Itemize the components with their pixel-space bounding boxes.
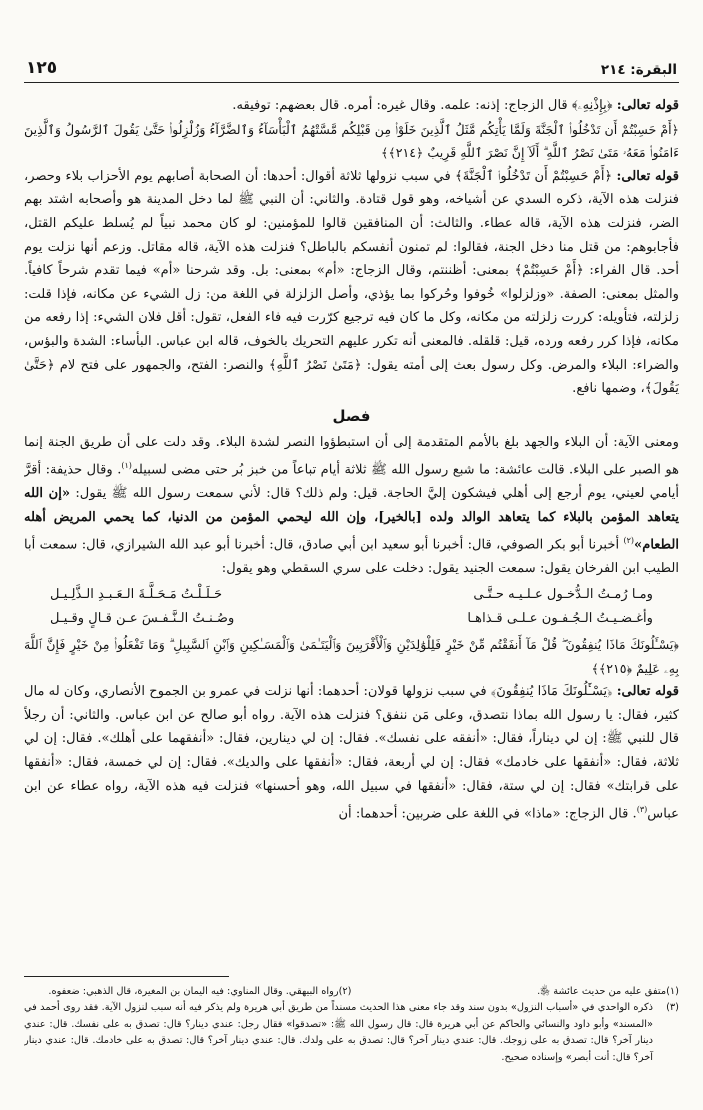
paragraph-label: قوله تعالى: [616,168,679,184]
paragraph-text: . قال الزجاج: «ماذا» في اللغة على ضربين: أحدهما: أن [338,806,637,822]
footnote-ref-1: (١) [121,461,132,471]
footnote-number: (٣) [666,1002,679,1014]
footnote-2 [24,984,352,1000]
page-number: ١٢٥ [26,58,58,78]
header-rule [24,82,679,83]
paragraph-meaning [24,431,679,581]
footnote-3 [24,1000,679,1066]
poem-hemistich: وأغـضـيـتُ الـجُـفـون عـلـى قـذاهـا [467,611,653,626]
quran-verse-214: ﴿أَمْ حَسِبْتُمْ أَن تَدْخُلُوا۟ ٱلْجَنَّةَ وَلَمَّا يَأْتِكُم مَّثَلُ ٱلَّذِينَ خَلَوْا۟ مِن قَبْلِكُم مَّسَّتْهُمُ ٱلْبَأْسَآءُ وَٱلضَّرَّآءُ وَزُلْزِلُوا۟ حَتَّىٰ يَقُولَ ٱلرَّسُولُ وَٱلَّذِينَ ءَامَنُوا۟ مَعَهُۥ مَتَىٰ نَصْرُ ٱللَّهِ ۗ أَلَآ إِنَّ نَصْرَ ٱللَّهِ قَرِيبٌ ﴿٢١٤﴾﴾ [24,121,679,161]
poem [24,583,679,631]
footnote-text: رواه البيهقي. وقال المناوي: فيه اليمان بن المغيرة، قال الذهبي: ضعفوه. [48,986,339,997]
paragraph-label: قوله تعالى: [616,684,679,700]
paragraph-text: . وقال حذيفة: أقرَّ أيامي لعيني، يوم أرجع إلى أهلي فيشكون إليَّ الحاجة. قيل: ولم ذلك؟ قال: لأني سمعت رسول الله ﷺ يقول: [24,462,679,502]
footnote-rule [24,976,229,977]
footnote-row [24,984,679,1000]
paragraph-label: قوله تعالى: [616,98,679,113]
paragraph-text: ﴿بِإِذْنِهِۦ﴾ قال الزجاج: إذنه: علمه. وقال غيره: أمره. قال بعضهم: توفيقه. [232,98,617,113]
poem-hemistich: حَـلَـلْـتُ مَـحَـلَّـةَ الـعَـبـدِ الـذَّلِـيـل [50,587,223,602]
section-heading-fasl: فصل [332,406,371,425]
paragraph-bi-idhnihi [24,94,679,118]
footnote-1 [352,984,680,1000]
running-header [24,58,679,84]
footnote-number: (١) [666,986,679,997]
page [24,44,679,1084]
poem-line [24,583,679,607]
footnote-ref-2: (٢) [623,536,635,546]
paragraph-verse-215-commentary [24,680,679,826]
poem-line [24,607,679,631]
paragraph-verse-214-commentary [24,165,679,401]
footnote-text: متفق عليه من حديث عائشة ﵂. [537,986,667,997]
footnote-ref-3: (٣) [636,805,648,815]
poem-hemistich: ومـا رُمـتُ الـدُّخـول عـلـيـه حـتَّـى [473,587,653,602]
surah-reference: البقرة: ٢١٤ [600,62,677,78]
footnote-text: ذكره الواحدي في «أسباب النزول» بدون سند وقد جاء معنى هذا الحديث مسنداً من طريق أبي هريرة ولم يذكر فيه أنه سبب لنزول الآية. فقد روى أحمد في «المسند» وأبو داود والنسائي والحاكم عن أبي هريرة قال: قال رسول الله ﷺ: «تصدقوا» فقال رجل: عندي دينار؟ قال: تصدق به على نفسك. قال: عندي دينار آخر؟ قال: تصدق به على زوجك. قال: عندي دينار آخر؟ قال: تصدق به على ولدك. قال: عندي دينار آخر؟ قال: تصدق به على خادمك. قال: عندي دينار آخر؟ قال: أنت أبصر» وإسناده صحيح. [24,1002,653,1063]
hadith-quote: «إن الله يتعاهد المؤمن بالبلاء كما يتعاهد الوالد ولده [بالخير]، وإن الله ليحمي المؤمن من الدنيا، كما يحمي المريض أهله الطعام» [24,486,679,553]
main-text [24,94,679,1084]
paragraph-text: ومعنى الآية: أن البلاء والجهد بلغ بالأمم المتقدمة إلى أن استبطؤوا النصر لشدة البلاء. وقد دلت على أن طريق الجنة إنما هو الصبر على البلاء. قالت عائشة: ما شبع رسول الله ﷺ ثلاثة أيام تباعاً من خبز بُر حتى مضى لسبيله [24,434,679,478]
paragraph-text: ﴿يَسْـَٔلُونَكَ مَاذَا يُنفِقُونَ﴾ في سبب نزولها قولان: أحدهما: أنها نزلت في عمرو بن الجموح الأنصاري، وكان له مال كثير، فقال: يا رسول الله بماذا نتصدق، وعلى مَن ننفق؟ فنزلت هذه الآية. رواه أبو صالح عن ابن عباس. والثاني: أن رجلاً قال للنبي ﷺ: إن لي ديناراً، فقال: «أنفقه على نفسك». فقال: إن لي دينارين، فقال: «أنفقهما على أهلك». فقال: إن لي ثلاثة، فقال: «أنفقها على خادمك» فقال: إن لي أربعة، فقال: «أنفقها على والديك». فقال: إن لي خمسة، فقال: «أنفقها على قرابتك» فقال: إن لي ستة، فقال: «أنفقها في سبيل الله، وهو أحسنها» فنزلت فيه هذه الآية، رواه عطاء عن ابن عباس [24,684,679,822]
footnote-number: (٢) [338,986,352,997]
paragraph-text: ﴿أَمْ حَسِبْتُمْ أَن تَدْخُلُوا۟ ٱلْجَنَّةَ﴾ في سبب نزولها ثلاثة أقوال: أحدها: أن الصحابة أصابهم يوم الأحزاب بلاء وحصر، فنزلت هذه الآية، ذكره السدي عن أشياخه، وهو قول قتادة. والثاني: أن النبي ﷺ لما دخل المدينة هو وأصحابه اشتد بهم الضر، فنزلت هذه الآية، قاله عطاء. والثالث: أن المنافقين قالوا للمؤمنين: لو كان محمد نبياً لم يُسلط عليكم القتل، فأجابوهم: من قتل منا دخل الجنة، فقالوا: لم تمنون أنفسكم بالباطل؟ فنزلت هذه الآية، قاله مقاتل. وزعم أنها نزلت يوم أحد. قال الفراء: ﴿أَمْ حَسِبْتُمْ﴾ بمعنى: أظننتم، وقال الزجاج: «أم» بمعنى: بل. وقد شرحنا «أم» فيما تقدم شرحاً كافياً. والمثل بمعنى: الصفة. «وزلزلوا» خُوفوا وحُركوا بما يؤذي، وأصل الزلزلة في اللغة من: زل الشيء عن مكانه، فإذا قلت: زلزلته، فتأويله: كررت زلزلته من مكانه، وكل ما كان فيه ترجيع كرّرت فيه فاء الفعل، تقول: أقل فلان الشيء: إذا رفعه من مكانه، فإذا كرر رفعه ورده، قيل: قلقله. فالمعنى أنه تكرر عليهم التحريك بالخوف، قاله ابن عباس. البأساء: الشدة والبؤس، والضراء: البلاء والمرض. وكل رسول بعث إلى أمته يقول: ﴿مَتَىٰ نَصْرُ ٱللَّهِ﴾ والنصر: الفتح، والجمهور على فتح لام ﴿حَتَّىٰ يَقُولَ﴾، وضمها نافع. [24,168,679,397]
poem-hemistich: وصُـنـتُ الـنَّـفـسَ عـن قـالٍ وقـيـل [50,611,235,626]
quran-verse-215: ﴿يَسْـَٔلُونَكَ مَاذَا يُنفِقُونَ ۖ قُلْ مَآ أَنفَقْتُم مِّنْ خَيْرٍ فَلِلْوَٰلِدَيْنِ وَٱلْأَقْرَبِينَ وَٱلْيَتَـٰمَىٰ وَٱلْمَسَـٰكِينِ وَٱبْنِ ٱلسَّبِيلِ ۗ وَمَا تَفْعَلُوا۟ مِنْ خَيْرٍ فَإِنَّ ٱللَّهَ بِهِۦ عَلِيمٌ ﴿٢١٥﴾﴾ [24,637,679,676]
paragraph-text: أخبرنا أبو بكر الصوفي، قال: أخبرنا أبو سعيد ابن أبي صادق، قال: أخبرنا أبو عبد الله الشيرازي، قال: سمعت أبا الطيب ابن الفرخان يقول: سمعت الجنيد يقول: دخلت على سري السقطي وهو يقول: [24,537,679,577]
footnotes [24,984,679,1066]
